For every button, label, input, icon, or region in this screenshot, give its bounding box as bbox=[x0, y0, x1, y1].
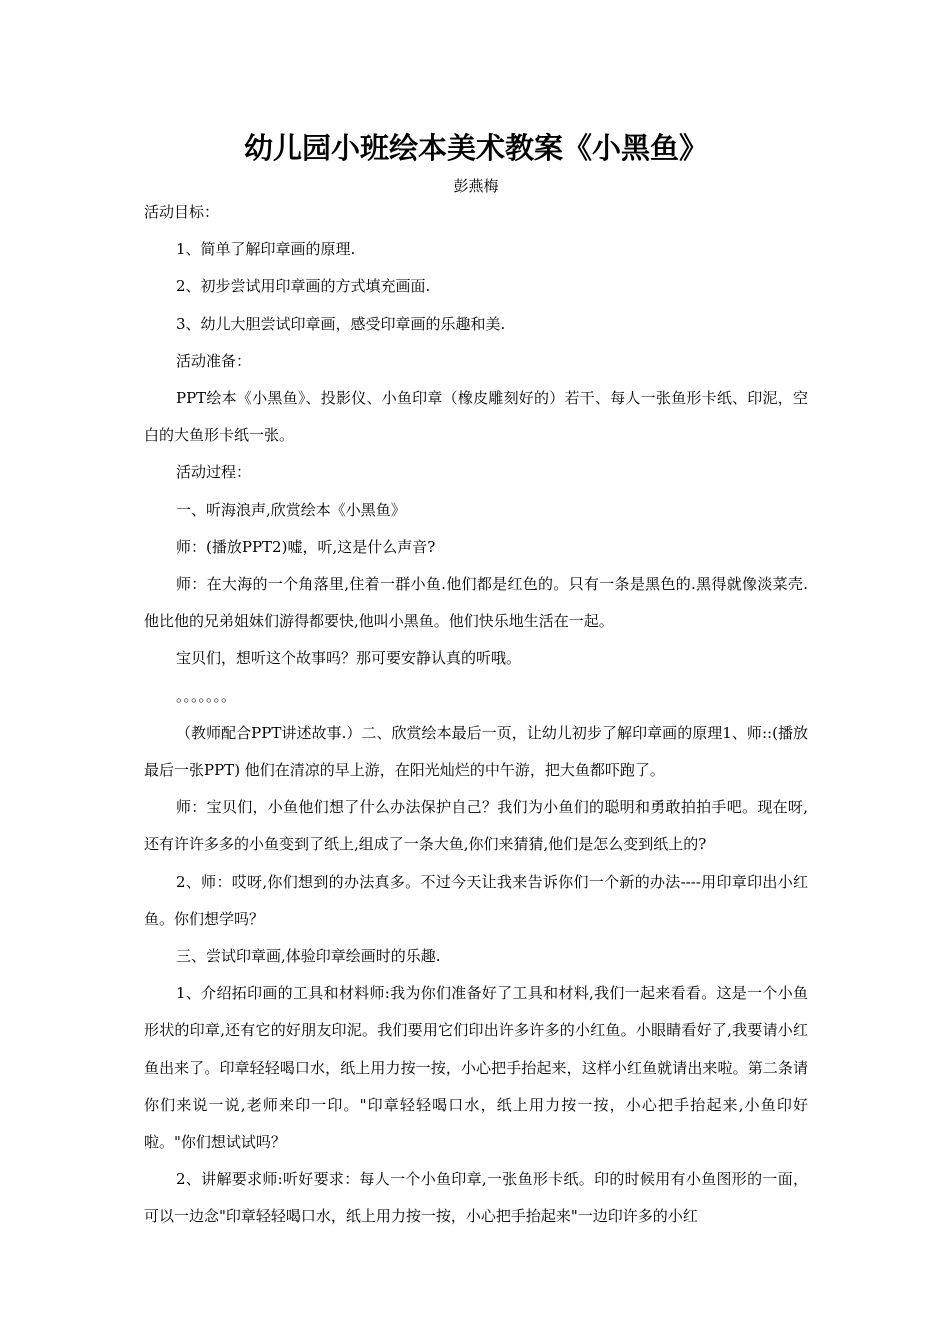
paragraph: PPT绘本《小黑鱼》、投影仪、小鱼印章（橡皮雕刻好的）若干、每人一张鱼形卡纸、印泥，空白的大鱼形卡纸一张。 bbox=[144, 389, 808, 445]
paragraph: 活动准备： bbox=[176, 351, 252, 370]
paragraph: 宝贝们，想听这个故事吗？那可要安静认真的听哦。 bbox=[176, 649, 522, 668]
paragraph: 。。。。。。。 bbox=[176, 686, 237, 705]
paragraph: 2、讲解要求师:听好要求：每人一个小鱼印章,一张鱼形卡纸。印的时候用有小鱼图形的一面，可以一边念"印章轻轻喝口水，纸上用力按一按，小心把手抬起来"一边印许多的小红 bbox=[144, 1170, 808, 1226]
paragraph: 1、简单了解印章画的原理. bbox=[176, 240, 356, 259]
paragraph: （教师配合PPT讲述故事.）二、欣赏绘本最后一页，让幼儿初步了解印章画的原理1、师::(播放最后一张PPT) 他们在清凉的早上游，在阳光灿烂的中午游，把大鱼都吓跑了。 bbox=[144, 723, 808, 780]
paragraph: 1、介绍拓印画的工具和材料师:我为你们准备好了工具和材料,我们一起来看看。这是一个小鱼形状的印章,还有它的好朋友印泥。我们要用它们印出许多许多的小红鱼。小眼睛看好了,我要请小红鱼出来了。印章轻轻喝口水，纸上用力按一按，小心把手抬起来，这样小红鱼就请出来啦。第二条请你们来说一说,老师来印一印。"印章轻轻喝口水，纸上用力按一按，小心把手抬起来,小鱼印好啦。"你们想试试吗？ bbox=[144, 984, 808, 1152]
paragraph: 2、师：哎呀,你们想到的办法真多。不过今天让我来告诉你们一个新的办法----用印章印出小红鱼。你们想学吗？ bbox=[144, 872, 808, 928]
paragraph: 师：(播放PPT2)嘘，听,这是什么声音? bbox=[176, 537, 436, 556]
paragraph: 活动目标： bbox=[144, 203, 220, 221]
paragraph: 师：宝贝们，小鱼他们想了什么办法保护自己？我们为小鱼们的聪明和勇敢拍拍手吧。现在呀,还有许许多多的小鱼变到了纸上,组成了一条大鱼,你们来猜猜,他们是怎么变到纸上的? bbox=[144, 798, 808, 854]
paragraph: 2、初步尝试用印章画的方式填充画面. bbox=[176, 277, 431, 296]
paragraph: 三、尝试印章画,体验印章绘画时的乐趣. bbox=[176, 947, 441, 966]
document-author: 彭燕梅 bbox=[453, 177, 499, 195]
paragraph: 一、听海浪声,欣赏绘本《小黑鱼》 bbox=[176, 500, 406, 519]
paragraph: 活动过程： bbox=[176, 463, 252, 482]
document-title: 幼儿园小班绘本美术教案《小黑鱼》 bbox=[243, 131, 708, 165]
paragraph: 师：在大海的一个角落里,住着一群小鱼.他们都是红色的。只有一条是黑色的.黑得就像淡菜壳.他比他的兄弟姐妹们游得都要快,他叫小黑鱼。他们快乐地生活在一起。 bbox=[144, 575, 808, 631]
paragraph: 3、幼儿大胆尝试印章画，感受印章画的乐趣和美. bbox=[176, 314, 506, 333]
document-body bbox=[144, 194, 808, 1236]
